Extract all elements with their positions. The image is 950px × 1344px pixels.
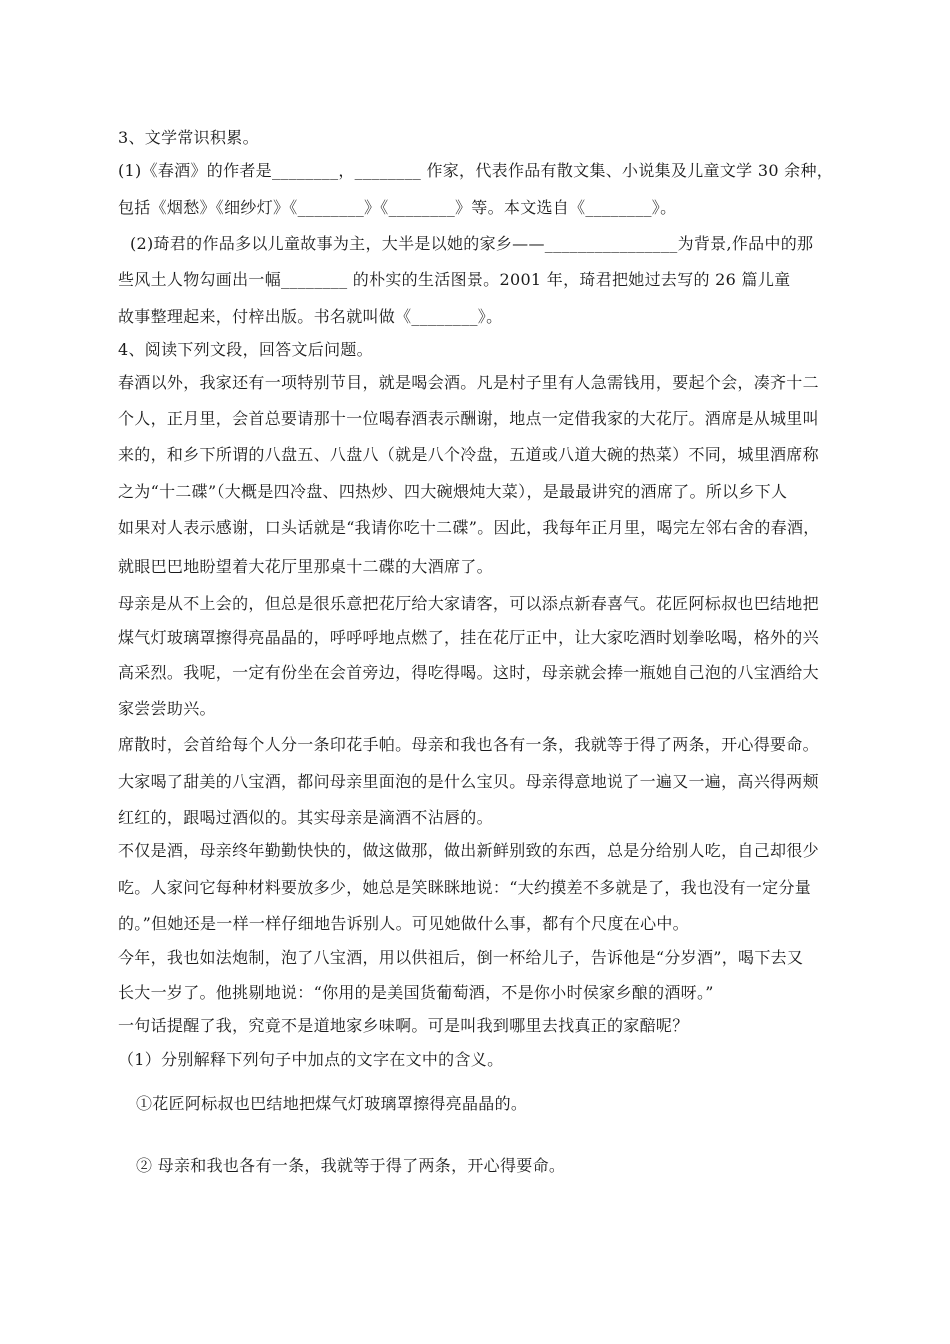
passage-line: 煤气灯玻璃罩擦得亮晶晶的，呼呼呼地点燃了，挂在花厅正中，让大家吃酒时划拳吆喝，格外的兴 [118, 628, 819, 647]
passage-line: 来的，和乡下所谓的八盘五、八盘八（就是八个冷盘，五道或八道大碗的热菜）不同，城里酒席称 [118, 445, 819, 464]
question-2-line: (2)琦君的作品多以儿童故事为主，大半是以她的家乡——________________为背景,作品中的那 [130, 234, 814, 253]
passage-line: 席散时，会首给每个人分一条印花手帕。母亲和我也各有一条，我就等于得了两条，开心得要命。 [118, 735, 819, 754]
passage-line: 大家喝了甜美的八宝酒，都问母亲里面泡的是什么宝贝。母亲得意地说了一遍又一遍，高兴得两颊 [118, 772, 819, 791]
passage-line: 吃。人家问它每种材料要放多少，她总是笑眯眯地说：“大约摸差不多就是了，我也没有一定分量 [118, 878, 812, 897]
passage-line: 如果对人表示感谢，口头话就是“我请你吃十二碟”。因此，我每年正月里，喝完左邻右舍的春酒， [118, 518, 820, 537]
question-2-line: 些风土人物勾画出一幅________ 的朴实的生活图景。2001 年，琦君把她过去写的 26 篇儿童 [118, 270, 791, 289]
passage-line: 今年，我也如法炮制，泡了八宝酒，用以供祖后，倒一杯给儿子，告诉他是“分岁酒”，喝下去又 [118, 948, 804, 967]
passage-line: 之为“十二碟”（大概是四冷盘、四热炒、四大碗煨炖大菜），是最最讲究的酒席了。所以乡下人 [118, 482, 788, 501]
passage-line: 一句话提醒了我，究竟不是道地家乡味啊。可是叫我到哪里去找真正的家醅呢？ [118, 1016, 689, 1035]
question-1-line: (1)《春酒》的作者是________，________ 作家，代表作品有散文集、小说集及儿童文学 30 余种， [118, 161, 834, 180]
passage-line: 春酒以外，我家还有一项特别节目，就是喝会酒。凡是村子里有人急需钱用，要起个会，凑齐十二 [118, 373, 819, 392]
passage-line: 高采烈。我呢，一定有份坐在会首旁边，得吃得喝。这时，母亲就会捧一瓶她自己泡的八宝酒给大 [118, 663, 819, 682]
passage-line: 母亲是从不上会的，但总是很乐意把花厅给大家请客，可以添点新春喜气。花匠阿标叔也巴结地把 [118, 594, 819, 613]
section-heading-4: 4、阅读下列文段，回答文后问题。 [118, 340, 373, 359]
passage-line: 家尝尝助兴。 [118, 699, 216, 718]
section-heading-3: 3、文学常识积累。 [118, 128, 259, 147]
passage-line: 不仅是酒，母亲终年勤勤快快的，做这做那，做出新鲜别致的东西，总是分给别人吃，自己却很少 [118, 841, 819, 860]
passage-line: 个人，正月里，会首总要请那十一位喝春酒表示酬谢，地点一定借我家的大花厅。酒席是从城里叫 [118, 409, 819, 428]
sub-question-1: （1）分别解释下列句子中加点的文字在文中的含义。 [118, 1050, 504, 1069]
passage-line: 就眼巴巴地盼望着大花厅里那桌十二碟的大酒席了。 [118, 557, 493, 576]
question-1-line: 包括《烟愁》《细纱灯》《________》《________》等。本文选自《________》。 [118, 198, 677, 217]
question-2-line: 故事整理起来，付梓出版。书名就叫做《________》。 [118, 307, 503, 326]
passage-line: 的。”但她还是一样一样仔细地告诉别人。可见她做什么事，都有个尺度在心中。 [118, 914, 689, 933]
sub-question-item-1: ①花匠阿标叔也巴结地把煤气灯玻璃罩擦得亮晶晶的。 [136, 1094, 528, 1113]
passage-line: 红红的，跟喝过酒似的。其实母亲是滴酒不沾唇的。 [118, 808, 493, 827]
passage-line: 长大一岁了。他挑剔地说：“你用的是美国货葡萄酒，不是你小时侯家乡酿的酒呀。” [118, 983, 714, 1002]
sub-question-item-2: ② 母亲和我也各有一条，我就等于得了两条，开心得要命。 [136, 1156, 566, 1175]
